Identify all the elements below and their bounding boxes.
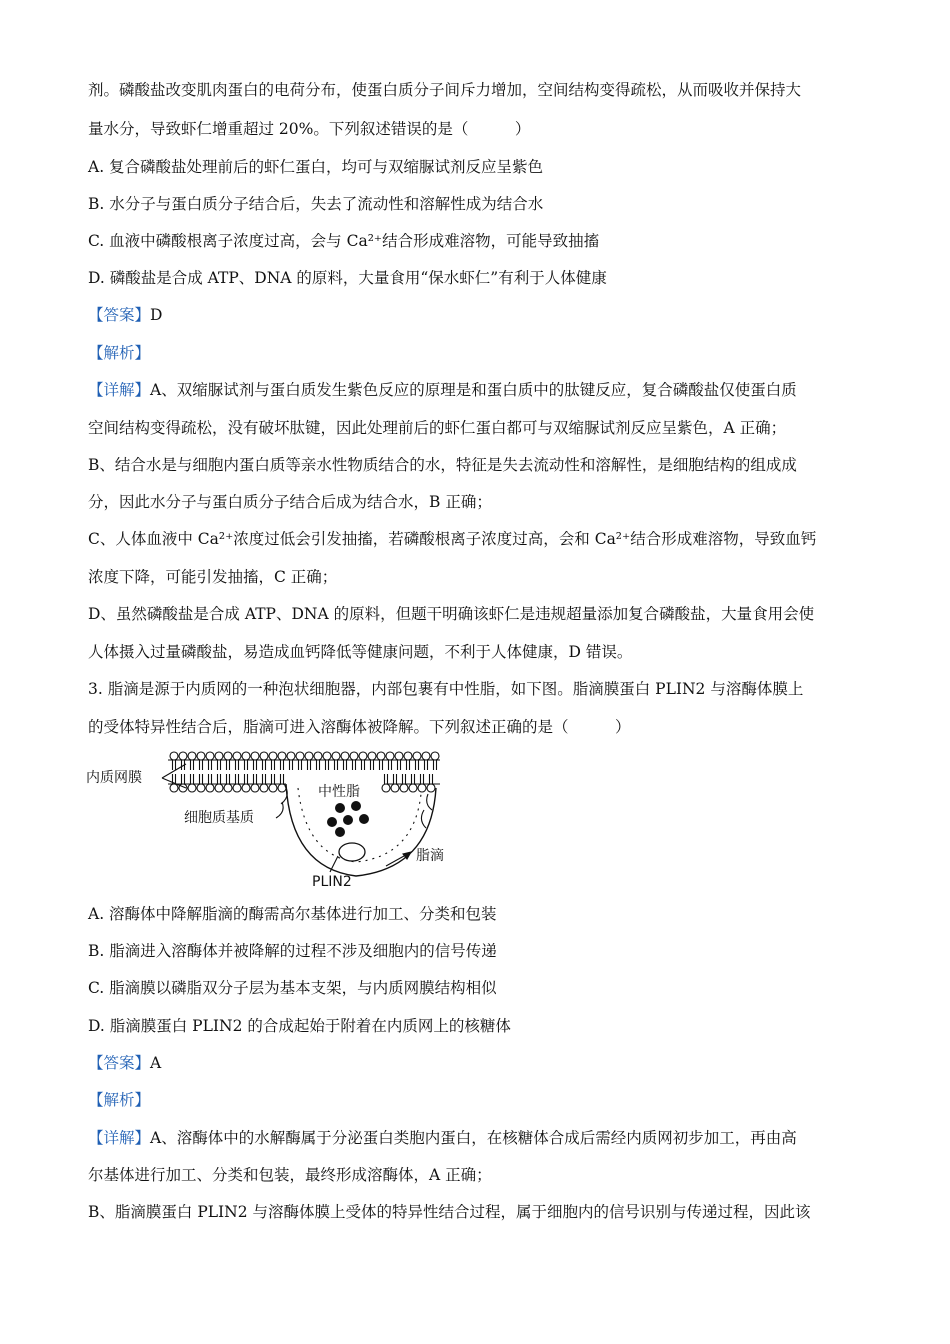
phospholipid-tail — [362, 760, 365, 770]
phospholipid-tail — [191, 774, 194, 784]
phospholipid-head — [386, 752, 394, 760]
phospholipid-tail — [227, 774, 230, 784]
option-b: B. 水分子与蛋白质分子结合后，失去了流动性和溶解性成为结合水 — [88, 195, 544, 213]
phospholipid-tail — [317, 760, 320, 770]
phospholipid-tail — [416, 760, 419, 770]
phospholipid-tail — [209, 760, 212, 770]
phospholipid-tail — [421, 774, 424, 784]
phospholipid-head — [431, 752, 439, 760]
label-lipid-droplet: 脂滴 — [416, 848, 444, 864]
phospholipid-tail — [182, 774, 185, 784]
phospholipid-tail — [299, 760, 302, 770]
phospholipid-tail — [236, 774, 239, 784]
detail-line: D、虽然磷酸盐是合成 ATP、DNA 的原料，但题干明确该虾仁是违规超量添加复合磷酸盐，大量食用会使 — [88, 605, 815, 623]
analysis-tag: 【解析】 — [88, 344, 151, 362]
phospholipid-tail — [371, 760, 374, 770]
answer-value: D — [150, 306, 163, 324]
phospholipid-tail — [389, 760, 392, 770]
phospholipid-head — [188, 752, 196, 760]
phospholipid-head — [418, 784, 426, 792]
label-er-membrane: 内质网膜 — [86, 770, 142, 786]
phospholipid-tail — [281, 760, 284, 770]
answer-tag: 【答案】 — [88, 306, 151, 324]
label-cytoplasm-matrix: 细胞质基质 — [184, 810, 254, 826]
question-stem: 的受体特异性结合后，脂滴可进入溶酶体被降解。下列叙述正确的是（ ） — [88, 718, 631, 736]
phospholipid-tail — [380, 760, 383, 770]
option-c: C. 血液中磷酸根离子浓度过高，会与 Ca²⁺结合形成难溶物，可能导致抽搐 — [88, 232, 600, 250]
phospholipid-head — [242, 752, 250, 760]
phospholipid-head — [409, 784, 417, 792]
label-plin2: PLIN2 — [312, 874, 352, 890]
phospholipid-head — [400, 784, 408, 792]
phospholipid-head — [206, 784, 214, 792]
phospholipid-head — [269, 784, 277, 792]
phospholipid-tail — [272, 774, 275, 784]
phospholipid-head — [332, 752, 340, 760]
phospholipid-tail — [335, 760, 338, 770]
phospholipid-tail — [407, 760, 410, 770]
detail-line: 空间结构变得疏松，没有破坏肽键，因此处理前后的虾仁蛋白都可与双缩脲试剂反应呈紫色，A 正确； — [88, 419, 787, 437]
answer-value: A — [150, 1054, 162, 1072]
phospholipid-tail — [344, 760, 347, 770]
detail-line: B、结合水是与细胞内蛋白质等亲水性物质结合的水，特征是失去流动性和溶解性，是细胞结构的组成成 — [88, 456, 797, 474]
phospholipid-tail — [403, 774, 406, 784]
detail-line: 浓度下降，可能引发抽搐，C 正确； — [88, 568, 338, 586]
phospholipid-head — [382, 784, 390, 792]
phospholipid-head — [233, 752, 241, 760]
phospholipid-tail — [245, 774, 248, 784]
phospholipid-tail — [173, 760, 176, 770]
phospholipid-head — [395, 752, 403, 760]
answer-line — [88, 305, 162, 325]
phospholipid-tail — [412, 774, 415, 784]
option-d: D. 磷酸盐是合成 ATP、DNA 的原料，大量食用“保水虾仁”有利于人体健康 — [88, 269, 607, 287]
option-c: C. 脂滴膜以磷脂双分子层为基本支架，与内质网膜结构相似 — [88, 979, 497, 997]
phospholipid-head — [368, 752, 376, 760]
answer-tag: 【答案】 — [88, 1054, 151, 1072]
phospholipid-tail — [191, 760, 194, 770]
phospholipid-tail — [263, 760, 266, 770]
phospholipid-head — [427, 784, 435, 792]
phospholipid-head — [323, 752, 331, 760]
phospholipid-head — [170, 784, 178, 792]
detail-line: C、人体血液中 Ca²⁺浓度过低会引发抽搐，若磷酸根离子浓度过高，会和 Ca²⁺结合形成难溶物，导致血钙 — [88, 530, 817, 548]
phospholipid-head — [404, 752, 412, 760]
detail-line: 人体摄入过量磷酸盐，易造成血钙降低等健康问题，不利于人体健康，D 错误。 — [88, 643, 633, 661]
lipid-droplet-diagram — [86, 748, 466, 896]
phospholipid-head — [305, 752, 313, 760]
phospholipid-head — [278, 752, 286, 760]
phospholipid-tail — [254, 760, 257, 770]
option-b: B. 脂滴进入溶酶体并被降解的过程不涉及细胞内的信号传递 — [88, 942, 497, 960]
phospholipid-tail — [263, 774, 266, 784]
phospholipid-tail — [200, 760, 203, 770]
phospholipid-head — [260, 784, 268, 792]
phospholipid-tail — [209, 774, 212, 784]
phospholipid-tail — [290, 760, 293, 770]
phospholipid-head — [422, 752, 430, 760]
phospholipid-head — [224, 784, 232, 792]
option-d: D. 脂滴膜蛋白 PLIN2 的合成起始于附着在内质网上的核糖体 — [88, 1017, 511, 1035]
phospholipid-tail — [326, 760, 329, 770]
phospholipid-head — [314, 752, 322, 760]
text-line: 量水分，导致虾仁增重超过 20%。下列叙述错误的是（ ） — [88, 120, 531, 138]
phospholipid-tail — [227, 760, 230, 770]
phospholipid-tail — [434, 760, 437, 770]
option-a: A. 复合磷酸盐处理前后的虾仁蛋白，均可与双缩脲试剂反应呈紫色 — [88, 158, 544, 176]
phospholipid-head — [170, 752, 178, 760]
label-neutral-lipid: 中性脂 — [318, 784, 360, 800]
phospholipid-head — [215, 752, 223, 760]
option-a: A. 溶酶体中降解脂滴的酶需高尔基体进行加工、分类和包装 — [88, 905, 497, 923]
analysis-tag: 【解析】 — [88, 1091, 151, 1109]
detail-line: 【详解】A、溶酶体中的水解酶属于分泌蛋白类胞内蛋白，在核糖体合成后需经内质网初步加工，再由高 — [88, 1129, 797, 1147]
detail-tag: 【详解】 — [88, 381, 151, 399]
phospholipid-tail — [200, 774, 203, 784]
phospholipid-head — [359, 752, 367, 760]
question-stem: 3. 脂滴是源于内质网的一种泡状细胞器，内部包裹有中性脂，如下图。脂滴膜蛋白 PLIN2 与溶酶体膜上 — [88, 680, 804, 698]
answer-line — [88, 1053, 161, 1073]
phospholipid-head — [179, 752, 187, 760]
phospholipid-tail — [425, 760, 428, 770]
phospholipid-head — [341, 752, 349, 760]
phospholipid-tail — [236, 760, 239, 770]
detail-tag: 【详解】 — [88, 1129, 151, 1147]
phospholipid-head — [224, 752, 232, 760]
detail-line: 【详解】A、双缩脲试剂与蛋白质发生紫色反应的原理是和蛋白质中的肽键反应，复合磷酸盐仅使蛋白质 — [88, 381, 797, 399]
phospholipid-tail — [272, 760, 275, 770]
phospholipid-head — [269, 752, 277, 760]
detail-line: 分，因此水分子与蛋白质分子结合后成为结合水，B 正确； — [88, 493, 492, 511]
phospholipid-head — [287, 752, 295, 760]
phospholipid-tail — [385, 774, 388, 784]
phospholipid-tail — [308, 760, 311, 770]
phospholipid-head — [413, 752, 421, 760]
phospholipid-head — [377, 752, 385, 760]
phospholipid-head — [233, 784, 241, 792]
phospholipid-head — [197, 784, 205, 792]
phospholipid-head — [197, 752, 205, 760]
phospholipid-head — [215, 784, 223, 792]
phospholipid-tail — [254, 774, 257, 784]
phospholipid-tail — [394, 774, 397, 784]
phospholipid-head — [242, 784, 250, 792]
phospholipid-head — [296, 752, 304, 760]
phospholipid-tail — [218, 760, 221, 770]
phospholipid-tail — [430, 774, 433, 784]
phospholipid-head — [206, 752, 214, 760]
phospholipid-tail — [245, 760, 248, 770]
detail-line: 尔基体进行加工、分类和包装，最终形成溶酶体，A 正确； — [88, 1166, 492, 1184]
phospholipid-tail — [398, 760, 401, 770]
phospholipid-head — [278, 784, 286, 792]
phospholipid-head — [260, 752, 268, 760]
phospholipid-head — [251, 752, 259, 760]
phospholipid-tail — [353, 760, 356, 770]
phospholipid-head — [350, 752, 358, 760]
phospholipid-tail — [281, 774, 284, 784]
phospholipid-head — [391, 784, 399, 792]
text-line: 剂。磷酸盐改变肌肉蛋白的电荷分布，使蛋白质分子间斥力增加，空间结构变得疏松，从而吸收并保持大 — [88, 81, 802, 99]
phospholipid-head — [188, 784, 196, 792]
detail-line: B、脂滴膜蛋白 PLIN2 与溶酶体膜上受体的特异性结合过程，属于细胞内的信号识别与传递过程，因此该 — [88, 1203, 811, 1221]
phospholipid-tail — [218, 774, 221, 784]
phospholipid-head — [251, 784, 259, 792]
